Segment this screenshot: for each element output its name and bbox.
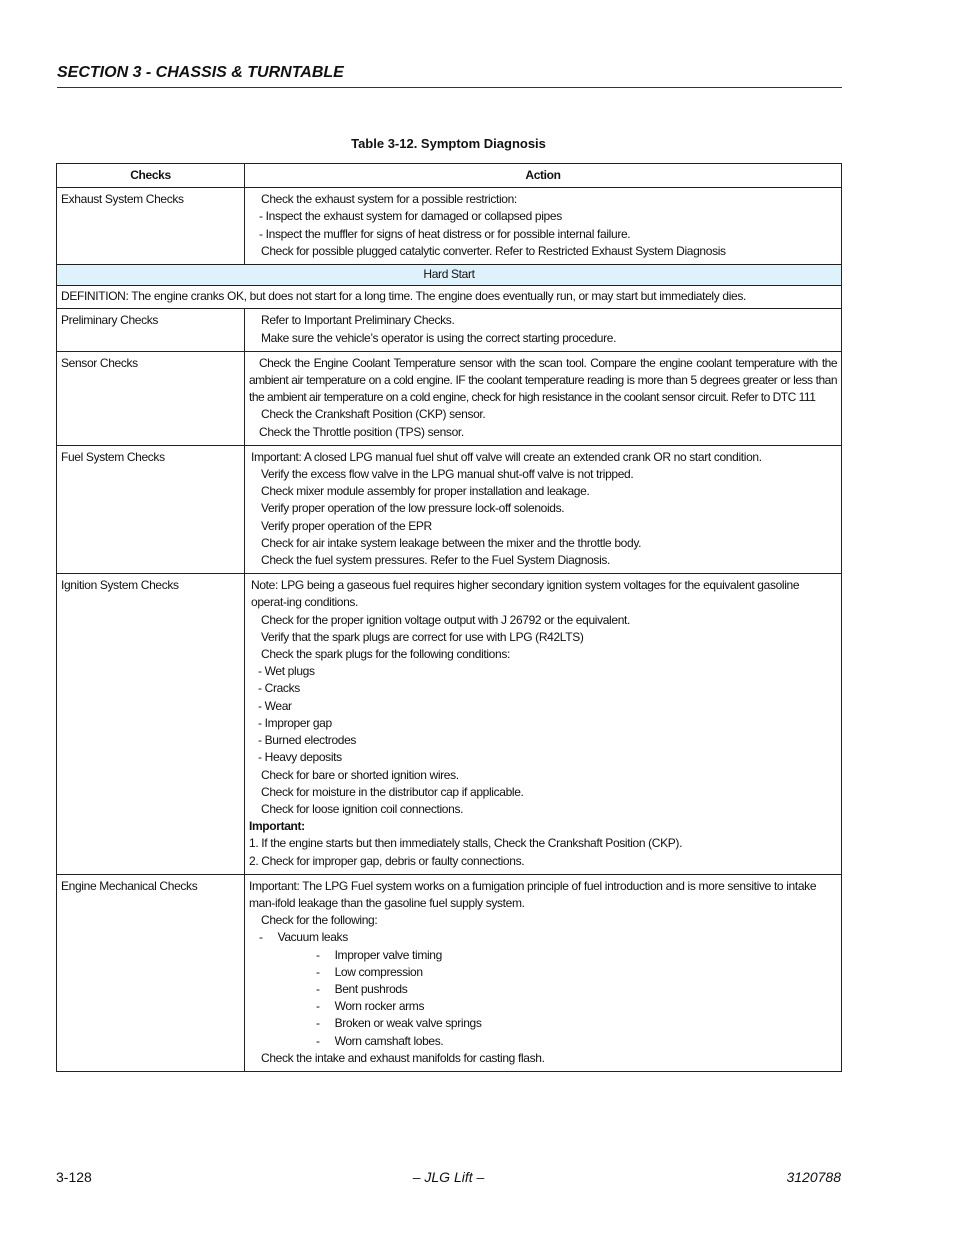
check-cell: Fuel System Checks [57,445,245,573]
action-line: - Bent pushrods [316,981,408,996]
action-line: - Burned electrodes [258,733,357,748]
action-cell [245,574,842,874]
action-line: Verify proper operation of the EPR [261,518,432,533]
action-line: - Low compression [316,964,423,979]
action-line: Check for loose ignition coil connections. [261,801,464,816]
action-line: - Vacuum leaks [259,930,348,945]
action-line: Check for bare or shorted ignition wires. [261,767,459,782]
check-cell: Sensor Checks [57,351,245,445]
action-cell [245,445,842,573]
publisher-footer: – JLG Lift – [412,1169,485,1185]
page-number: 3-128 [56,1169,92,1185]
table-row [57,445,842,573]
action-line: Check the fuel system pressures. Refer to the Fuel System Diagnosis. [261,553,611,568]
check-cell: Ignition System Checks [57,574,245,874]
check-cell: Exhaust System Checks [57,188,245,265]
section-title: SECTION 3 - CHASSIS & TURNTABLE [57,64,842,88]
action-line: Check for the proper ignition voltage output with J 26792 or the equivalent. [261,612,630,627]
action-line: - Wear [258,698,292,713]
table-row [57,188,842,265]
table-title: Table 3-12. Symptom Diagnosis [351,136,546,151]
action-cell [245,351,842,445]
action-line: Check for possible plugged catalytic converter. Refer to Restricted Exhaust System Diagnosis [261,243,726,258]
definition-row [57,286,842,309]
action-line: Check mixer module assembly for proper installation and leakage. [261,484,590,499]
action-cell [245,874,842,1071]
check-cell: Preliminary Checks [57,309,245,351]
action-line: Check for air intake system leakage between the mixer and the throttle body. [261,535,642,550]
document-number: 3120788 [786,1169,841,1185]
action-line: Refer to Important Preliminary Checks. [261,313,455,328]
symptom-diagnosis-table [56,163,842,1072]
action-line: - Worn camshaft lobes. [316,1033,444,1048]
action-line: - Wet plugs [258,664,315,679]
action-line: Check the spark plugs for the following conditions: [261,647,510,662]
table-row [57,351,842,445]
action-line: Make sure the vehicle’s operator is using the correct starting procedure. [261,330,617,345]
action-cell [245,309,842,351]
column-header-action: Action [245,164,842,188]
table-row [57,874,842,1071]
action-line: Check the intake and exhaust manifolds for casting flash. [261,1050,545,1065]
definition-text: DEFINITION: The engine cranks OK, but does not start for a long time. The engine does eventually run, or may start but immediately dies. [57,286,842,309]
check-cell: Engine Mechanical Checks [57,874,245,1071]
action-line: - Inspect the exhaust system for damaged or collapsed pipes [259,209,562,224]
action-line: Check the Crankshaft Position (CKP) sensor. [261,407,486,422]
table-header-row [57,164,842,188]
action-line: Check for moisture in the distributor cap if applicable. [261,784,524,799]
action-line: - Worn rocker arms [316,999,425,1014]
action-line: Check the Throttle position (TPS) sensor. [259,424,464,439]
action-line: 1. If the engine starts but then immediately stalls, Check the Crankshaft Position (CKP). [249,836,683,851]
action-paragraph: Check the Engine Coolant Temperature sensor with the scan tool. Compare the engine coolant temperature with the ambient air temperature on a cold engine. IF the coolant temperature reading is more than 5 degrees greater or less than the ambient air temperature on a cold engine, check for high resistance in the coolant sensor circuit. Refer to DTC 111 [249,355,837,405]
action-line: - Inspect the muffler for signs of heat distress or for possible internal failure. [259,226,631,241]
table-row [57,309,842,351]
column-header-checks: Checks [57,164,245,188]
section-band-row [57,265,842,286]
action-line: Check for the following: [261,913,378,928]
action-line: Important: A closed LPG manual fuel shut off valve will create an extended crank OR no start condition. [251,449,762,464]
action-line: - Improper valve timing [316,947,442,962]
action-line: Verify the excess flow valve in the LPG manual shut-off valve is not tripped. [261,467,634,482]
action-line: Check the exhaust system for a possible restriction: [261,192,517,207]
section-band-hard-start: Hard Start [57,265,842,286]
action-line: Verify that the spark plugs are correct for use with LPG (R42LTS) [261,629,584,644]
important-label: Important: [249,819,305,834]
action-line: - Improper gap [258,715,332,730]
action-line: Verify proper operation of the low pressure lock-off solenoids. [261,501,565,516]
action-line: - Cracks [258,681,300,696]
action-note: Note: LPG being a gaseous fuel requires higher secondary ignition system voltages for the equivalent gasoline operat-ing conditions. [251,578,800,610]
table-row [57,574,842,874]
action-line: 2. Check for improper gap, debris or faulty connections. [249,853,525,868]
action-line: - Heavy deposits [258,750,342,765]
action-note: Important: The LPG Fuel system works on a fumigation principle of fuel introduction and is more sensitive to intake man-ifold leakage than the gasoline fuel supply system. [249,878,817,910]
action-line: - Broken or weak valve springs [316,1016,482,1031]
action-cell [245,188,842,265]
